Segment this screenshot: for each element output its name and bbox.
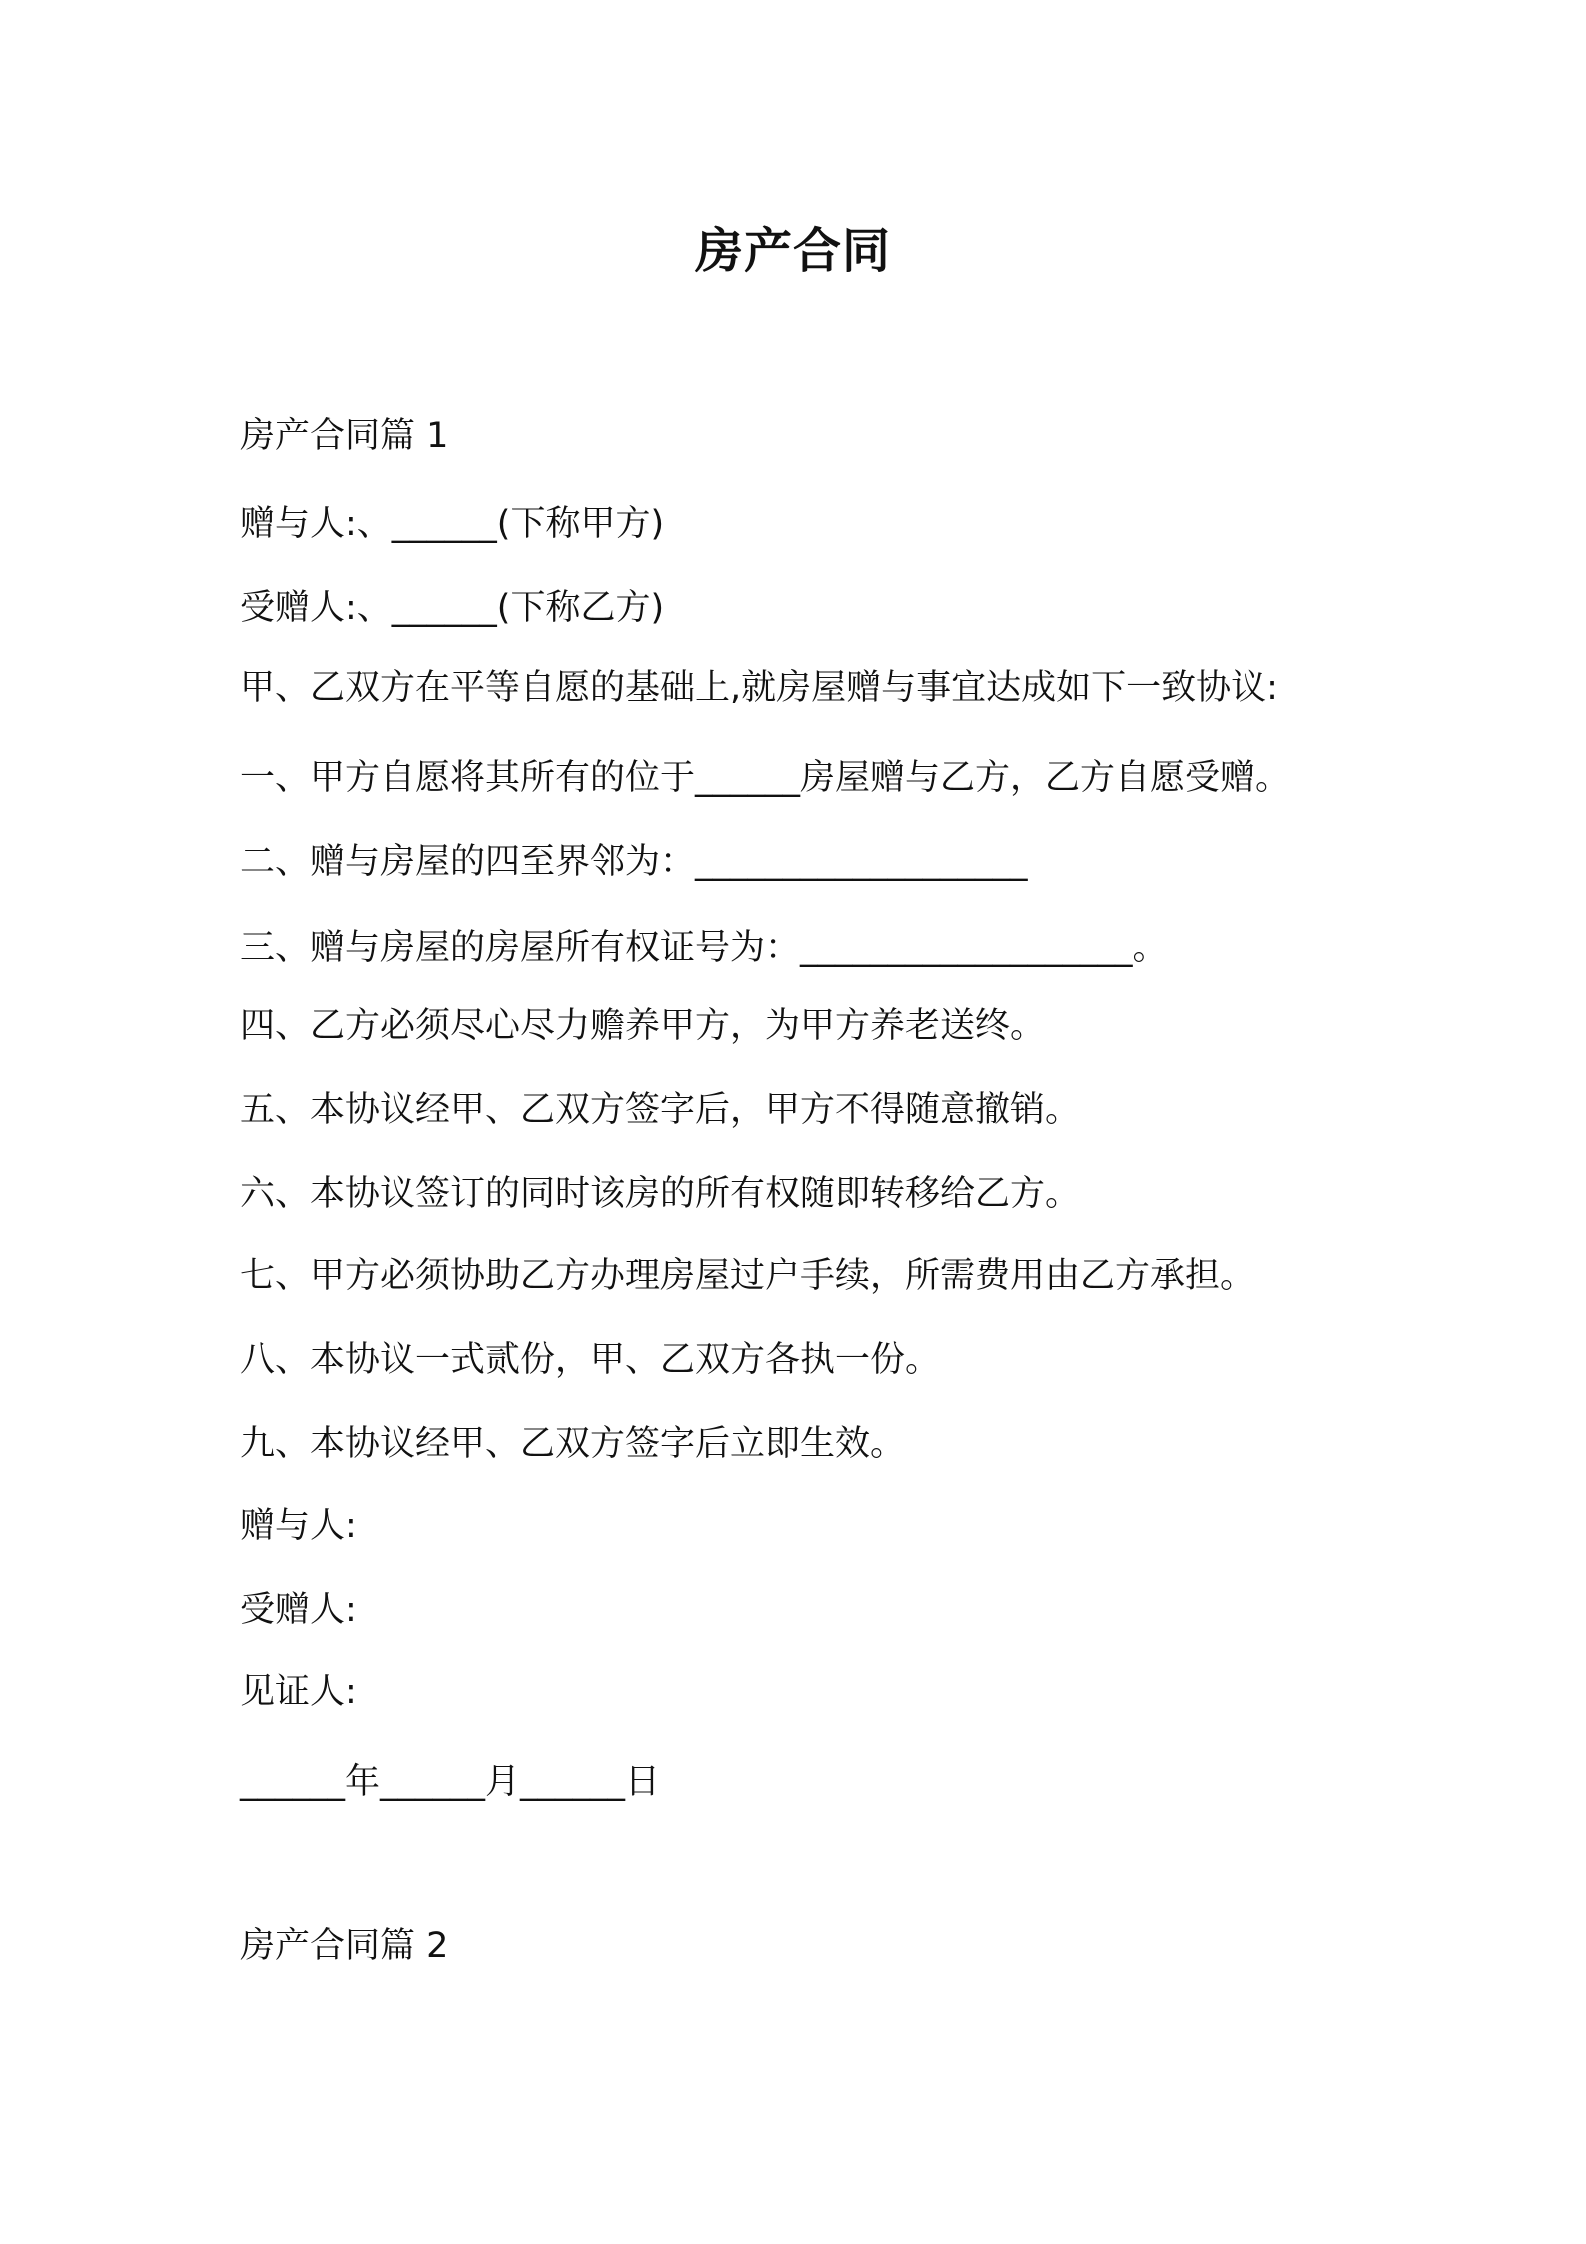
donee-line: 受赠人:、______(下称乙方) [240,588,665,628]
clause-1: 一、甲方自愿将其所有的位于______房屋赠与乙方，乙方自愿受赠。 [240,758,1291,798]
clause-8: 八、本协议一式贰份，甲、乙双方各执一份。 [240,1340,941,1380]
clause-2: 二、赠与房屋的四至界邻为：___________________ [240,842,1028,882]
signature-witness: 见证人: [240,1672,357,1712]
section-heading-2: 房产合同篇 2 [240,1926,449,1966]
clause-5: 五、本协议经甲、乙双方签字后，甲方不得随意撤销。 [240,1090,1081,1130]
signature-donor: 赠与人: [240,1506,357,1546]
clause-4: 四、乙方必须尽心尽力赡养甲方，为甲方养老送终。 [240,1006,1046,1046]
clause-9: 九、本协议经甲、乙双方签字后立即生效。 [240,1424,906,1464]
clause-3: 三、赠与房屋的房屋所有权证号为：___________________。 [240,928,1168,968]
clause-7: 七、甲方必须协助乙方办理房屋过户手续，所需费用由乙方承担。 [240,1256,1256,1296]
signature-donee: 受赠人: [240,1590,357,1630]
document-title: 房产合同 [694,223,891,279]
section-heading-1: 房产合同篇 1 [240,416,449,456]
agreement-intro: 甲、乙双方在平等自愿的基础上,就房屋赠与事宜达成如下一致协议: [240,668,1278,708]
date-line: ______年______月______日 [240,1762,661,1802]
donor-line: 赠与人:、______(下称甲方) [240,504,665,544]
clause-6: 六、本协议签订的同时该房的所有权随即转移给乙方。 [240,1174,1081,1214]
